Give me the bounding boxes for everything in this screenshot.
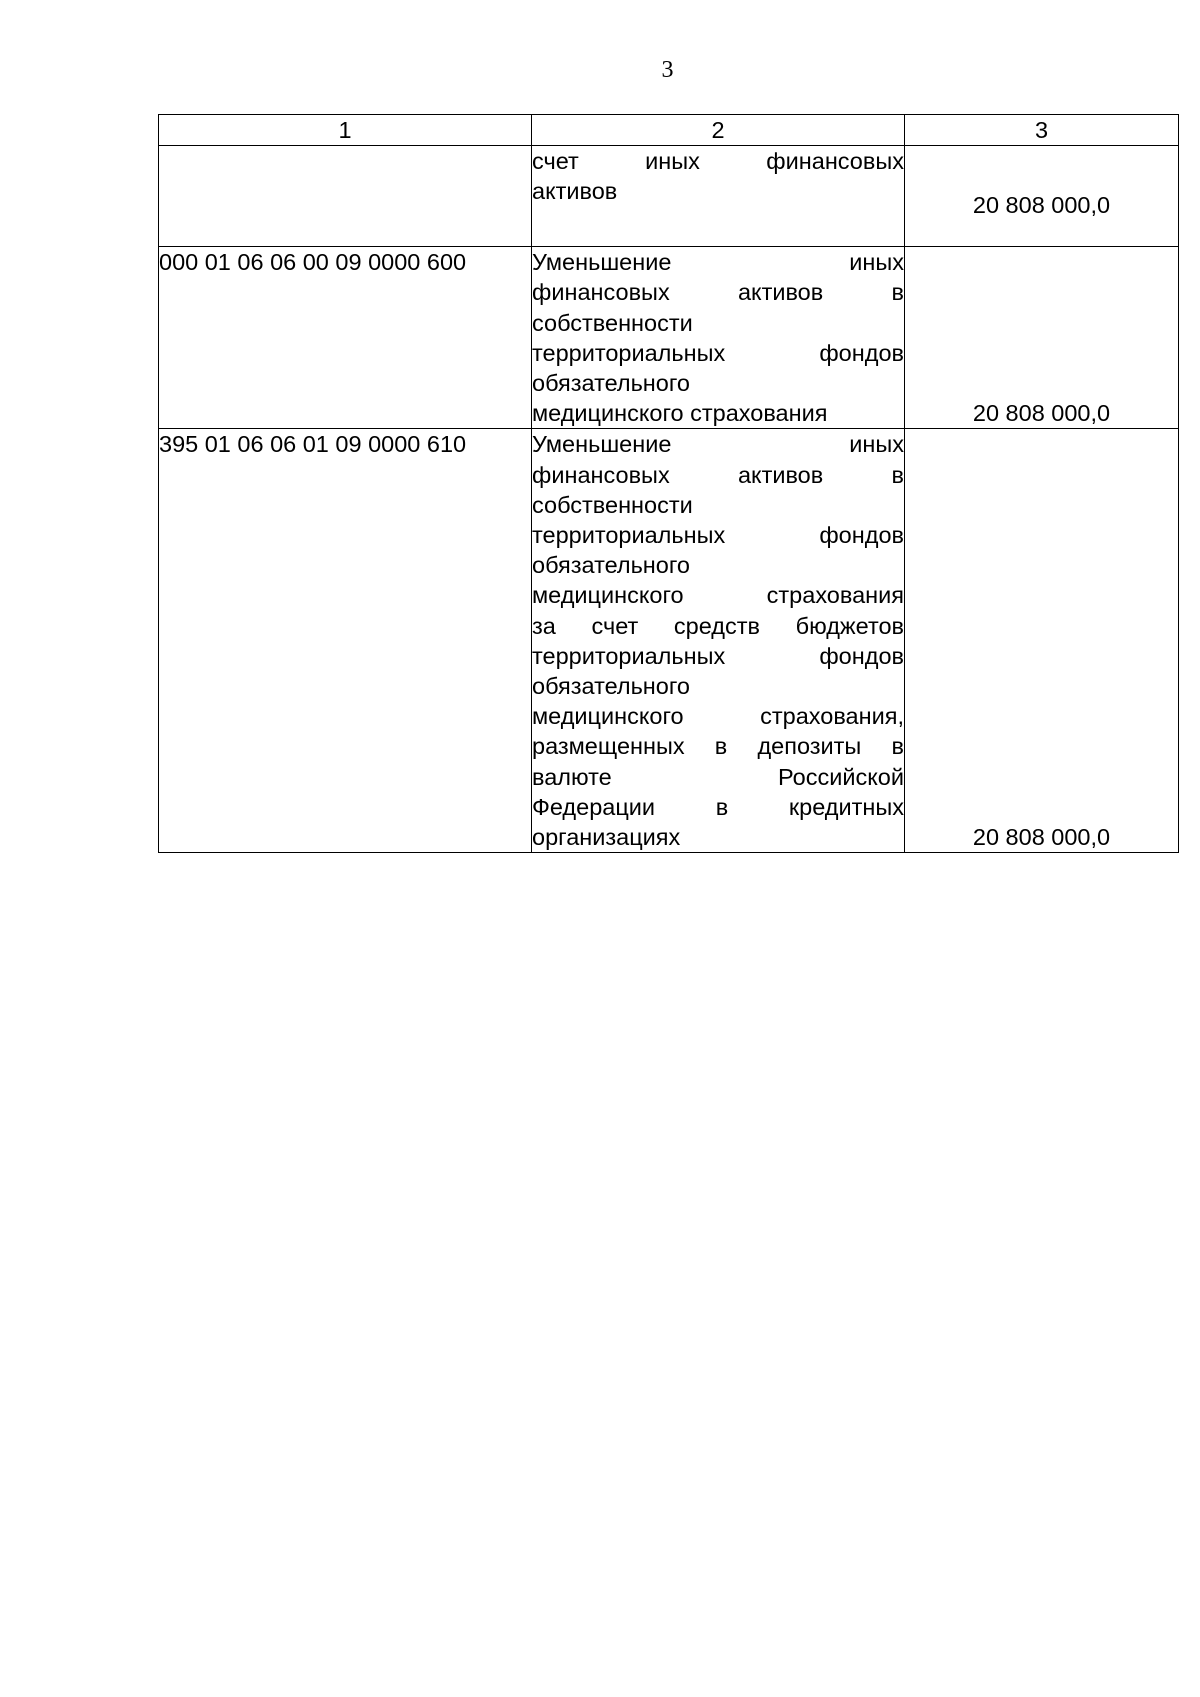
- name-line: собственности: [532, 309, 693, 336]
- name-line: медицинского страхования: [532, 582, 904, 609]
- code-cell: 395 01 06 06 01 09 0000 610: [159, 429, 532, 853]
- name-line: за счет средств бюджетов: [532, 612, 904, 639]
- name-line: территориальных фондов: [532, 642, 904, 669]
- name-cell: [532, 146, 905, 247]
- budget-sources-table: [158, 114, 1179, 853]
- name-line: обязательного: [532, 673, 690, 700]
- name-cell: [532, 429, 905, 853]
- name-line: Уменьшение иных: [532, 431, 904, 458]
- name-line: медицинского страхования: [532, 400, 828, 427]
- amount-cell: 20 808 000,0: [905, 146, 1179, 247]
- name-line: финансовых активов в: [532, 461, 904, 488]
- page-number: 3: [661, 57, 674, 83]
- name-line: обязательного: [532, 552, 690, 579]
- name-cell: [532, 247, 905, 429]
- amount-cell: 20 808 000,0: [905, 247, 1179, 429]
- column-header-2: 2: [532, 115, 905, 146]
- column-header-3: 3: [905, 115, 1179, 146]
- name-line: счет иных финансовых: [532, 148, 904, 175]
- name-line: Уменьшение иных: [532, 249, 904, 276]
- table-row: [159, 146, 1179, 247]
- name-line: активов: [532, 178, 618, 205]
- code-cell: 000 01 06 06 00 09 0000 600: [159, 247, 532, 429]
- table-header-row: [159, 115, 1179, 146]
- code-cell: [159, 146, 532, 247]
- name-line: финансовых активов в: [532, 279, 904, 306]
- name-line: размещенных в депозиты в: [532, 733, 904, 760]
- name-line: обязательного: [532, 370, 690, 397]
- amount-cell: 20 808 000,0: [905, 429, 1179, 853]
- column-header-1: 1: [159, 115, 532, 146]
- name-line: организациях: [532, 824, 681, 851]
- name-line: медицинского страхования,: [532, 703, 904, 730]
- name-line: собственности: [532, 491, 693, 518]
- table-row: [159, 247, 1179, 429]
- name-line: Федерации в кредитных: [532, 793, 904, 820]
- name-line: валюте Российской: [532, 763, 904, 790]
- table-row: [159, 429, 1179, 853]
- name-line: территориальных фондов: [532, 339, 904, 366]
- name-line: территориальных фондов: [532, 522, 904, 549]
